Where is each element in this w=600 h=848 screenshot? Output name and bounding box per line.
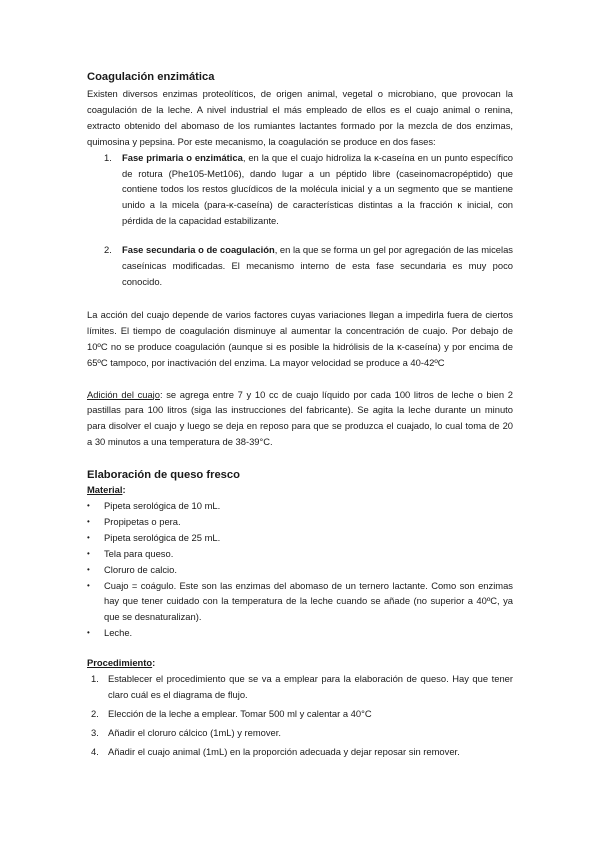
procedure-heading bbox=[87, 655, 513, 671]
bullet-icon: • bbox=[87, 532, 90, 542]
list-item bbox=[87, 514, 513, 530]
bullet-icon: • bbox=[87, 501, 90, 511]
material-text: Leche. bbox=[104, 627, 133, 639]
material-heading bbox=[87, 482, 513, 498]
phase-description: , en la que el cuajo hidroliza la κ-caseína en un punto específico de rotura (Phe105-Met106), dando lugar a un péptido libre (caseinomacropéptido) que contiene todos los restos glucídicos de la molécula inicial y a un segmento que se mantiene unido a la micela (para-κ-caseína) de características distintas a la fracción κ inicial, con pérdida de la capacidad estabilizante. bbox=[122, 151, 513, 227]
material-text: Pipeta serológica de 25 mL. bbox=[104, 531, 221, 543]
procedure-colon: : bbox=[152, 657, 156, 669]
material-text: Tela para queso. bbox=[104, 547, 174, 559]
bullet-icon: • bbox=[87, 516, 90, 526]
phase-description: , en la que se forma un gel por agregación de las micelas caseínicas modificadas. El mecanismo interno de esta fase secundaria es muy poco conocido. bbox=[122, 244, 513, 287]
bullet-icon: • bbox=[87, 564, 90, 574]
procedure-label: Procedimiento bbox=[87, 657, 153, 669]
cuajo-action-paragraph: La acción del cuajo depende de varios factores cuyas variaciones llegan a impedirla fuera de ciertos límites. El tiempo de coagulación disminuye al aumentar la concentración de cuajo. Por debajo de 10ºC no se produce coagulación (aunque si es posible la hidrólisis de la κ-caseína) y por encima de 65ºC tampoco, por inactivación del enzima. La mayor velocidad se produce a 40-42ºC bbox=[87, 308, 513, 368]
section-title-queso-fresco: Elaboración de queso fresco bbox=[87, 469, 240, 482]
step-text: Añadir el cloruro cálcico (1mL) y remover. bbox=[108, 726, 281, 738]
step-text: Elección de la leche a emplear. Tomar 500 ml y calentar a 40°C bbox=[108, 707, 372, 719]
procedure-step bbox=[87, 744, 513, 760]
phase-term: Fase secundaria o de coagulación bbox=[122, 244, 275, 256]
phase-number: 1. bbox=[104, 151, 112, 163]
bullet-icon: • bbox=[87, 580, 90, 590]
phase-number: 2. bbox=[104, 244, 112, 256]
step-number: 2. bbox=[91, 707, 99, 719]
step-number: 3. bbox=[91, 726, 99, 738]
list-item bbox=[87, 530, 513, 546]
step-text: Establecer el procedimiento que se va a emplear para la elaboración de queso. Hay que tener claro cuál es el diagrama de flujo. bbox=[108, 673, 513, 700]
phase-item-secondary bbox=[87, 242, 513, 290]
phases-list bbox=[87, 150, 513, 290]
list-item bbox=[87, 578, 513, 626]
procedure-step bbox=[87, 706, 513, 722]
material-label: Material bbox=[87, 484, 123, 496]
step-text: Añadir el cuajo animal (1mL) en la proporción adecuada y dejar reposar sin remover. bbox=[108, 745, 460, 757]
step-number: 4. bbox=[91, 745, 99, 757]
list-item bbox=[87, 625, 513, 641]
procedure-steps-list bbox=[87, 671, 513, 760]
cuajo-addition-paragraph bbox=[87, 387, 513, 451]
bullet-icon: • bbox=[87, 628, 90, 638]
list-item bbox=[87, 498, 513, 514]
intro-paragraph: Existen diversos enzimas proteolíticos, de origen animal, vegetal o microbiano, que provocan la coagulación de la leche. A nivel industrial el más empleado de ellos es el cuajo animal o renina, extracto obtenido del abomaso de los rumiantes lactantes formado por la mezcla de dos enzimas, quimosina y pepsina. Por este mecanismo, la coagulación se produce en dos fases: bbox=[87, 88, 513, 147]
addition-label: Adición del cuajo bbox=[87, 388, 160, 400]
procedure-step bbox=[87, 671, 513, 703]
material-text: Propipetas o pera. bbox=[104, 515, 181, 527]
step-number: 1. bbox=[91, 673, 99, 685]
list-item bbox=[87, 546, 513, 562]
addition-text: : se agrega entre 7 y 10 cc de cuajo líquido por cada 100 litros de leche o bien 2 pastillas para 100 litros (siga las instrucciones del fabricante). Se agita la leche durante un minuto para disolver el cuajo y luego se deja en reposo para que se produzca el cuajado, lo cual toma de 20 a 30 minutos a una temperatura de 38-39°C. bbox=[87, 388, 513, 448]
section-title-coagulacion: Coagulación enzimática bbox=[87, 71, 215, 83]
phase-term: Fase primaria o enzimática bbox=[122, 151, 243, 163]
material-colon: : bbox=[122, 484, 126, 496]
material-text: Pipeta serológica de 10 mL. bbox=[104, 500, 221, 512]
material-text: Cloruro de calcio. bbox=[104, 563, 177, 575]
phase-item-primary bbox=[87, 150, 513, 230]
procedure-step bbox=[87, 725, 513, 741]
bullet-icon: • bbox=[87, 548, 90, 558]
materials-list bbox=[87, 498, 513, 641]
list-item bbox=[87, 562, 513, 578]
material-text: Cuajo = coágulo. Este son las enzimas del abomaso de un ternero lactante. Como son enzimas hay que tener cuidado con la temperatura de la leche cuando se añade (no superior a 40ºC, ya que se desnaturalizan). bbox=[104, 579, 513, 623]
